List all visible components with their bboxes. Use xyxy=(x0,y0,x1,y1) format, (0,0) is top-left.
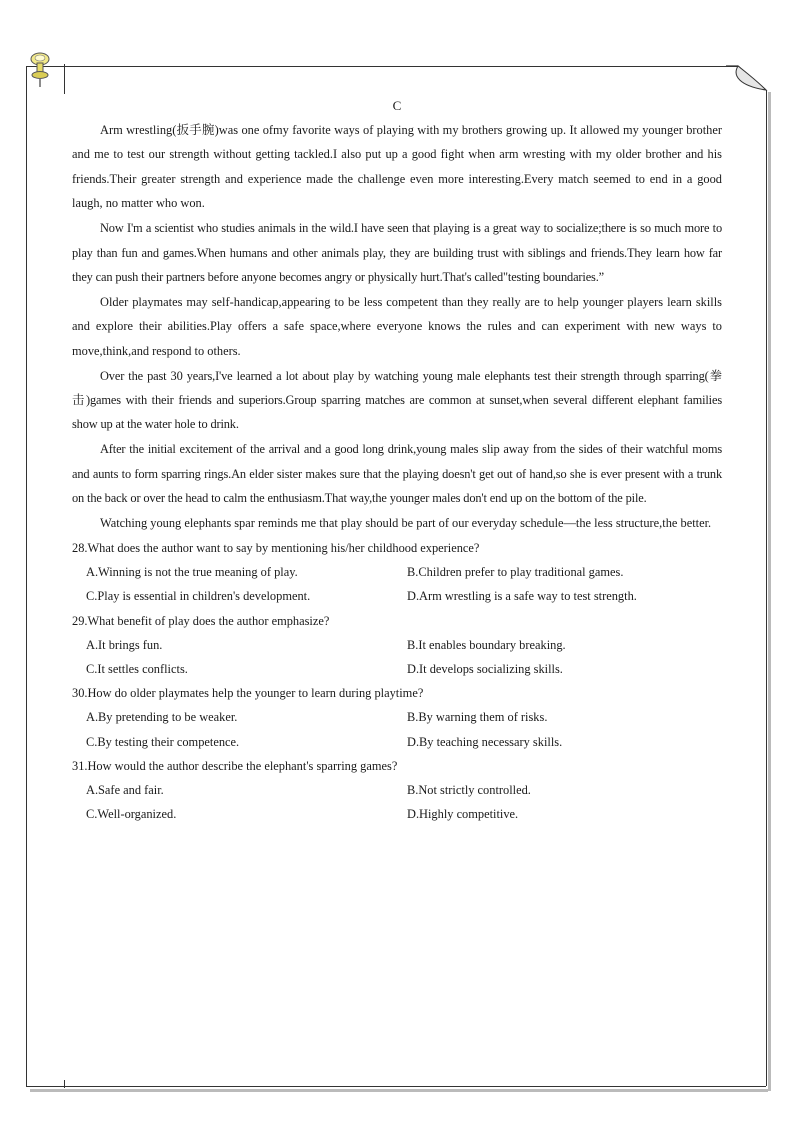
push-pin-icon xyxy=(26,50,56,90)
question-28 xyxy=(72,536,722,609)
option-c: C.Well-organized. xyxy=(86,807,177,822)
page-curl-icon xyxy=(726,62,770,94)
margin-guide-mark-bottom xyxy=(64,1080,65,1088)
page-frame-bottom-border xyxy=(26,1086,766,1087)
question-31 xyxy=(72,754,722,827)
question-stem: 28.What does the author want to say by mentioning his/her childhood experience? xyxy=(72,540,480,555)
option-c: C.It settles conflicts. xyxy=(86,661,188,676)
page-frame-right-shadow xyxy=(768,92,771,1091)
answer-options xyxy=(86,633,722,681)
passage-paragraph-5: After the initial excitement of the arrival and a good long drink,young males slip away from the sides of their watchful moms and aunts to form sparring rings.An elder sister makes sure that the playing doesn't get out of hand,so she is ever present with a trunk on the back or over the head to calm the enthusiasm.That way,the younger males don't end up on the bottom of the pile. xyxy=(72,442,722,506)
page-frame-top-border xyxy=(26,66,738,67)
option-a: A.It brings fun. xyxy=(86,637,163,652)
option-b: B.It enables boundary breaking. xyxy=(407,637,566,652)
answer-options xyxy=(86,778,722,826)
option-a: A.By pretending to be weaker. xyxy=(86,710,238,725)
option-a: A.Winning is not the true meaning of play. xyxy=(86,565,298,580)
question-stem: 30.How do older playmates help the younger to learn during playtime? xyxy=(72,686,424,701)
reading-content xyxy=(72,96,722,826)
option-d: D.By teaching necessary skills. xyxy=(407,734,563,749)
passage-paragraph-3: Older playmates may self-handicap,appearing to be less competent than they really are to help younger players learn skills and explore their abilities.Play offers a safe space,where everyone knows the rules and can experiment with new ways to move,think,and respond to others. xyxy=(72,294,722,358)
option-d: D.Highly competitive. xyxy=(407,807,519,822)
question-stem: 31.How would the author describe the elephant's sparring games? xyxy=(72,758,398,773)
passage-paragraph-4: Over the past 30 years,I've learned a lot about play by watching young male elephants test their strength through sparring(拳击)games with their friends and superiors.Group sparring matches are common at sunset,when several different elephant families show up at the water hole to drink. xyxy=(72,368,722,432)
option-b: B.Children prefer to play traditional games. xyxy=(407,565,624,580)
option-d: D.Arm wrestling is a safe way to test strength. xyxy=(407,589,637,604)
page-frame-left-border xyxy=(26,66,27,1086)
passage-paragraph-2: Now I'm a scientist who studies animals in the wild.I have seen that playing is a great way to socialize;there is so much more to play than fun and games.When humans and other animals play, they are building trust with siblings and friends.They learn how far they can push their partners before anyone becomes angry or physically hurt.That's called"testing boundaries.” xyxy=(72,221,722,284)
question-29 xyxy=(72,609,722,682)
answer-options xyxy=(86,705,722,753)
option-b: B.By warning them of risks. xyxy=(407,710,548,725)
passage-paragraph-6: Watching young elephants spar reminds me that play should be part of our everyday schedule—the less structure,the better. xyxy=(100,516,712,530)
answer-options xyxy=(86,560,722,608)
question-stem: 29.What benefit of play does the author emphasize? xyxy=(72,613,330,628)
question-30 xyxy=(72,681,722,754)
option-b: B.Not strictly controlled. xyxy=(407,782,531,797)
page-frame-bottom-shadow xyxy=(30,1089,768,1092)
option-a: A.Safe and fair. xyxy=(86,782,164,797)
option-c: C.Play is essential in children's development. xyxy=(86,589,311,604)
option-d: D.It develops socializing skills. xyxy=(407,661,563,676)
margin-guide-mark-top xyxy=(64,64,65,94)
page-frame-right-border xyxy=(766,90,767,1086)
passage-paragraph-1: Arm wrestling(扳手腕)was one ofmy favorite ways of playing with my brothers growing up. It allowed my younger brother and me to test our strength without getting tackled.I also put up a good fight when arm wresting with my older brother and his friends.Their greater strength and experience made the challenge even more interesting.Every match seemed to end in a good laugh, no matter who won. xyxy=(72,123,722,211)
section-letter: C xyxy=(392,98,402,113)
option-c: C.By testing their competence. xyxy=(86,734,240,749)
